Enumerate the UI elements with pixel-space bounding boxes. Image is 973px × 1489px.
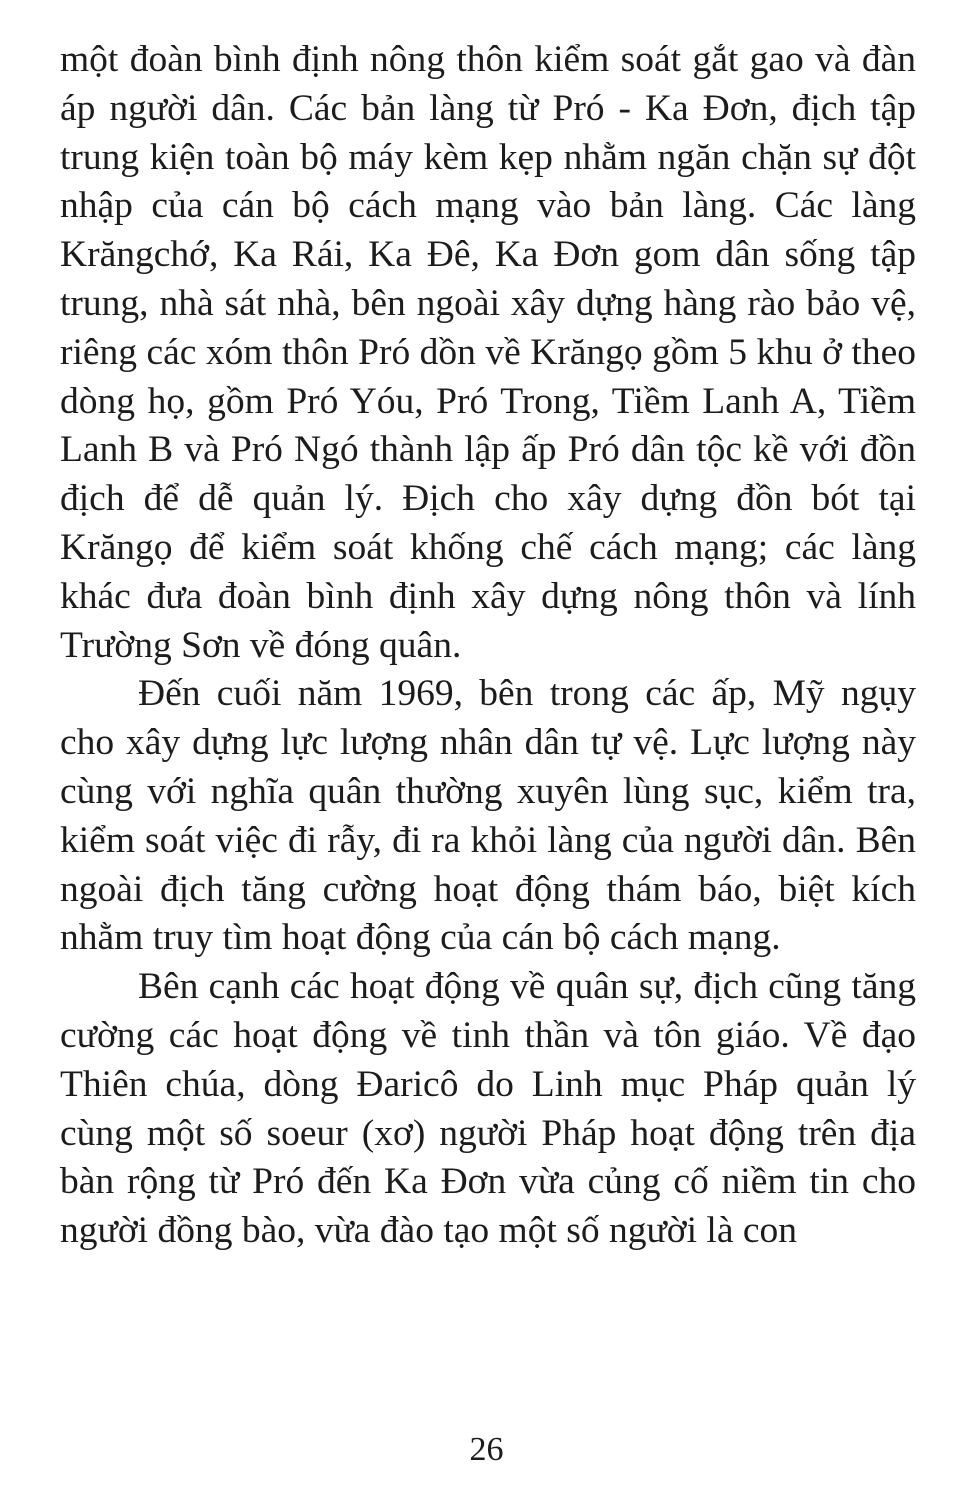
- page-number: 26: [469, 1431, 504, 1468]
- paragraph-1: một đoàn bình định nông thôn kiểm soát gắt gao và đàn áp người dân. Các bản làng từ Pró - Ka Đơn, địch tập trung kiện toàn bộ máy kèm kẹp nhằm ngăn chặn sự đột nhập của cán bộ cách mạng vào bản làng. Các làng Krăngchớ, Ka Rái, Ka Đê, Ka Đơn gom dân sống tập trung, nhà sát nhà, bên ngoài xây dựng hàng rào bảo vệ, riêng các xóm thôn Pró dồn về Krăngọ gồm 5 khu ở theo dòng họ, gồm Pró Yóu, Pró Trong, Tiềm Lanh A, Tiềm Lanh B và Pró Ngó thành lập ấp Pró dân tộc kề với đồn địch để dễ quản lý. Địch cho xây dựng đồn bót tại Krăngọ để kiểm soát khống chế cách mạng; các làng khác đưa đoàn bình định xây dựng nông thôn và lính Trường Sơn về đóng quân.: [60, 39, 916, 666]
- paragraph-2: Đến cuối năm 1969, bên trong các ấp, Mỹ ngụy cho xây dựng lực lượng nhân dân tự vệ. Lực lượng này cùng với nghĩa quân thường xuyên lùng sục, kiểm tra, kiểm soát việc đi rẫy, đi ra khỏi làng của người dân. Bên ngoài địch tăng cường hoạt động thám báo, biệt kích nhằm truy tìm hoạt động của cán bộ cách mạng.: [60, 673, 916, 959]
- body-text: [60, 36, 916, 1256]
- paragraph-3: Bên cạnh các hoạt động về quân sự, địch cũng tăng cường các hoạt động về tinh thần và tôn giáo. Về đạo Thiên chúa, dòng Đaricô do Linh mục Pháp quản lý cùng một số soeur (xơ) người Pháp hoạt động trên địa bàn rộng từ Pró đến Ka Đơn vừa củng cố niềm tin cho người đồng bào, vừa đào tạo một số người là con: [60, 966, 916, 1252]
